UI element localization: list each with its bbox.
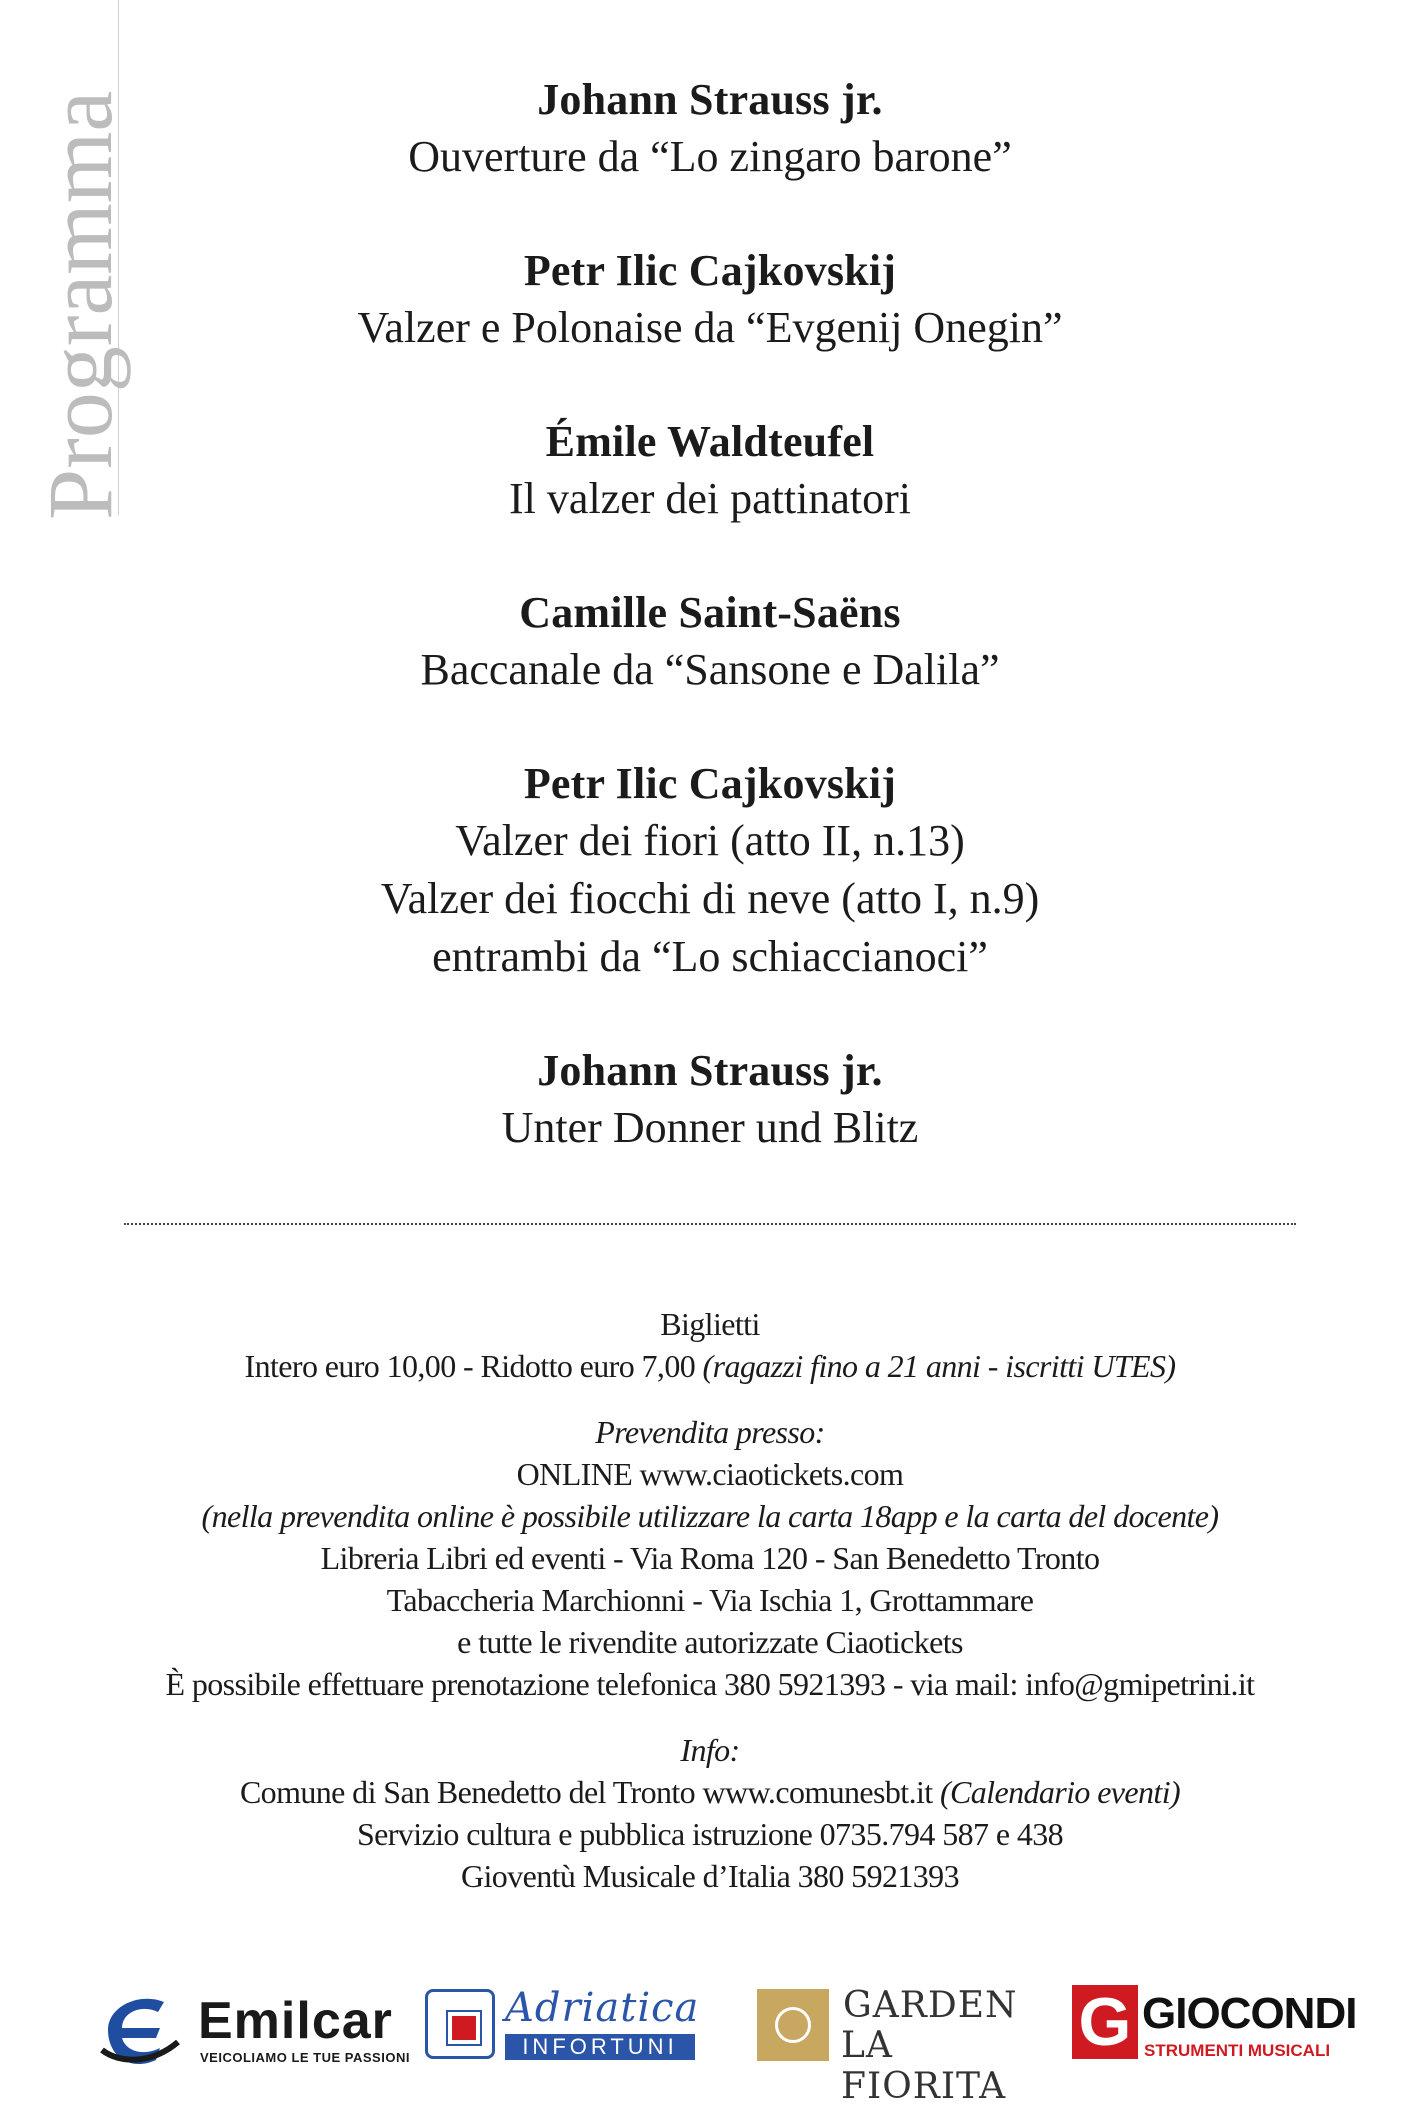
work-note: entrambi da “Lo schiaccianoci” bbox=[432, 932, 988, 981]
presale-point: Libreria Libri ed eventi - Via Roma 120 - San Benedetto Tronto bbox=[320, 1540, 1100, 1576]
program-item bbox=[130, 585, 1290, 699]
composer-name: Émile Waldteufel bbox=[545, 417, 875, 466]
program-item bbox=[130, 1043, 1290, 1157]
info-heading: Info: bbox=[680, 1732, 740, 1768]
ticket-prices-note: (ragazzi fino a 21 anni - iscritti UTES) bbox=[702, 1348, 1176, 1384]
giocondi-sub: STRUMENTI MUSICALI bbox=[1144, 2041, 1331, 2060]
emilcar-tagline: VEICOLIAMO LE TUE PASSIONI bbox=[200, 2050, 410, 2065]
work-title: Valzer dei fiocchi di neve (atto I, n.9) bbox=[380, 874, 1040, 923]
ticket-prices bbox=[110, 1345, 1310, 1387]
info-line: Servizio cultura e pubblica istruzione 0735.794 587 e 438 bbox=[356, 1816, 1064, 1852]
work-title: Ouverture da “Lo zingaro barone” bbox=[408, 132, 1012, 181]
adriatica-name: Adriatica bbox=[505, 1985, 700, 2031]
program-list bbox=[130, 72, 1290, 1214]
phone-booking[interactable]: È possibile effettuare prenotazione telefonica 380 5921393 - via mail: info@gmipetrini.it bbox=[165, 1666, 1255, 1702]
emilcar-name: Emilcar bbox=[198, 1992, 393, 2050]
work-title: Valzer dei fiori (atto II, n.13) bbox=[455, 816, 965, 865]
info-comune bbox=[110, 1771, 1310, 1813]
presale-point: e tutte le rivendite autorizzate Ciaotickets bbox=[457, 1624, 963, 1660]
work-title: Valzer e Polonaise da “Evgenij Onegin” bbox=[357, 303, 1063, 352]
dotted-divider bbox=[124, 1223, 1296, 1225]
adriatica-square-icon bbox=[425, 1989, 495, 2059]
sponsor-logos bbox=[0, 1984, 1417, 2107]
program-item bbox=[130, 756, 1290, 986]
composer-name: Johann Strauss jr. bbox=[537, 1046, 883, 1095]
tickets-heading: Biglietti bbox=[660, 1306, 760, 1342]
garden-logo bbox=[757, 1985, 1037, 2107]
composer-name: Petr Ilic Cajkovskij bbox=[523, 759, 897, 808]
adriatica-sub: INFORTUNI bbox=[505, 2034, 695, 2060]
sidebar-label: Programma bbox=[29, 90, 131, 520]
garden-line1: GARDEN bbox=[843, 1985, 1018, 2026]
program-item bbox=[130, 243, 1290, 357]
presale-online[interactable]: ONLINE www.ciaotickets.com bbox=[516, 1456, 904, 1492]
work-title: Unter Donner und Blitz bbox=[501, 1103, 919, 1152]
giocondi-name: GIOCONDI bbox=[1142, 1989, 1357, 2038]
giocondi-mark: G bbox=[1072, 1985, 1138, 2059]
presale-heading: Prevendita presso: bbox=[595, 1414, 825, 1450]
presale-point: Tabaccheria Marchionni - Via Ischia 1, Grottammare bbox=[386, 1582, 1034, 1618]
composer-name: Petr Ilic Cajkovskij bbox=[523, 246, 897, 295]
presale-online-note: (nella prevendita online è possibile utilizzare la carta 18app e la carta del docente) bbox=[201, 1498, 1219, 1534]
info-line: Gioventù Musicale d’Italia 380 5921393 bbox=[461, 1858, 959, 1894]
emilcar-logo bbox=[100, 1985, 410, 2075]
info-comune-note: (Calendario eventi) bbox=[939, 1774, 1181, 1810]
ticket-info bbox=[110, 1303, 1310, 1897]
work-title: Il valzer dei pattinatori bbox=[509, 474, 911, 523]
program-item bbox=[130, 72, 1290, 186]
composer-name: Johann Strauss jr. bbox=[537, 75, 883, 124]
rose-icon bbox=[757, 1989, 829, 2061]
adriatica-logo bbox=[425, 1985, 705, 2075]
program-item bbox=[130, 414, 1290, 528]
emilcar-e-icon bbox=[100, 1990, 180, 2068]
ticket-prices-text: Intero euro 10,00 - Ridotto euro 7,00 bbox=[244, 1348, 696, 1384]
garden-line2: LA FIORITA bbox=[841, 2025, 1007, 2107]
giocondi-logo bbox=[1072, 1984, 1357, 2075]
work-title: Baccanale da “Sansone e Dalila” bbox=[420, 645, 1000, 694]
info-comune-text[interactable]: Comune di San Benedetto del Tronto www.comunesbt.it bbox=[239, 1774, 933, 1810]
composer-name: Camille Saint-Saëns bbox=[519, 588, 901, 637]
